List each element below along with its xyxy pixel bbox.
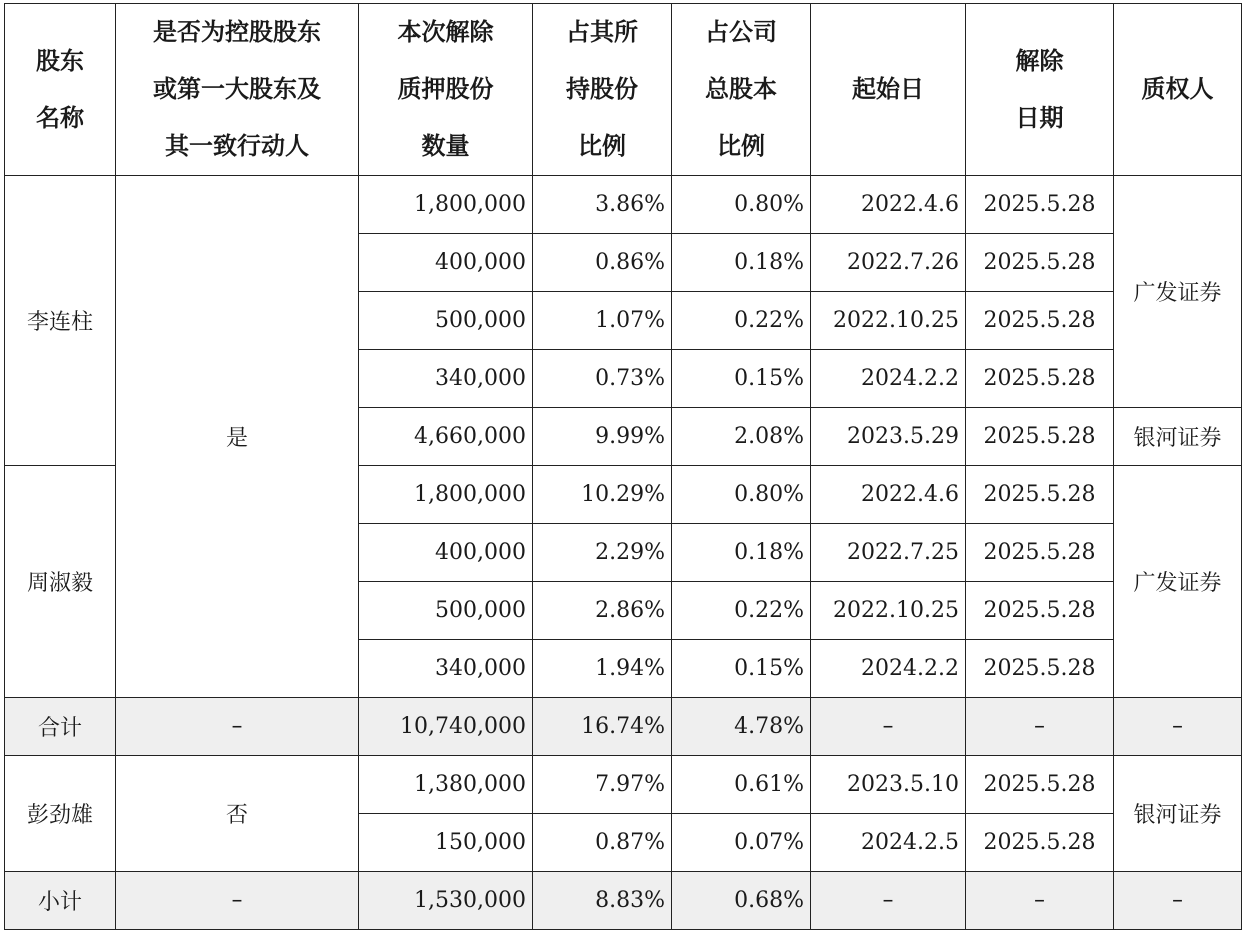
shareholder-name-zhou: 周淑毅 bbox=[5, 466, 116, 698]
total-start-date: – bbox=[811, 698, 966, 756]
total-ratio: 0.22% bbox=[672, 292, 811, 350]
start-date: 2023.5.10 bbox=[811, 756, 966, 814]
start-date: 2022.7.25 bbox=[811, 524, 966, 582]
release-date: 2025.5.28 bbox=[966, 408, 1114, 466]
start-date: 2024.2.5 bbox=[811, 814, 966, 872]
subtotal-start-date: – bbox=[811, 872, 966, 930]
release-quantity: 340,000 bbox=[359, 350, 533, 408]
total-ratio: 2.08% bbox=[672, 408, 811, 466]
header-controlling-flag: 是否为控股股东 或第一大股东及 其一致行动人 bbox=[116, 4, 359, 176]
header-release-quantity: 本次解除 质押股份 数量 bbox=[359, 4, 533, 176]
subtotal-quantity: 1,530,000 bbox=[359, 872, 533, 930]
own-ratio: 0.73% bbox=[533, 350, 672, 408]
header-pledgee: 质权人 bbox=[1114, 4, 1242, 176]
subtotal-pledgee: – bbox=[1114, 872, 1242, 930]
header-shareholder-name: 股东 名称 bbox=[5, 4, 116, 176]
own-ratio: 3.86% bbox=[533, 176, 672, 234]
header-row bbox=[5, 4, 1242, 176]
shareholder-name-li: 李连柱 bbox=[5, 176, 116, 466]
header-total-ratio: 占公司 总股本 比例 bbox=[672, 4, 811, 176]
start-date: 2022.10.25 bbox=[811, 582, 966, 640]
start-date: 2022.7.26 bbox=[811, 234, 966, 292]
subtotal-flag: – bbox=[116, 872, 359, 930]
release-date: 2025.5.28 bbox=[966, 234, 1114, 292]
header-own-ratio: 占其所 持股份 比例 bbox=[533, 4, 672, 176]
release-quantity: 400,000 bbox=[359, 524, 533, 582]
subtotal-own-ratio: 8.83% bbox=[533, 872, 672, 930]
own-ratio: 0.86% bbox=[533, 234, 672, 292]
release-date: 2025.5.28 bbox=[966, 814, 1114, 872]
own-ratio: 10.29% bbox=[533, 466, 672, 524]
header-start-date: 起始日 bbox=[811, 4, 966, 176]
start-date: 2022.10.25 bbox=[811, 292, 966, 350]
own-ratio: 2.86% bbox=[533, 582, 672, 640]
table-row bbox=[5, 176, 1242, 234]
shareholder-name-peng: 彭劲雄 bbox=[5, 756, 116, 872]
release-quantity: 500,000 bbox=[359, 582, 533, 640]
own-ratio: 1.07% bbox=[533, 292, 672, 350]
total-ratio: 0.18% bbox=[672, 524, 811, 582]
release-quantity: 1,380,000 bbox=[359, 756, 533, 814]
own-ratio: 9.99% bbox=[533, 408, 672, 466]
total-ratio: 0.61% bbox=[672, 756, 811, 814]
release-quantity: 150,000 bbox=[359, 814, 533, 872]
release-quantity: 1,800,000 bbox=[359, 176, 533, 234]
release-date: 2025.5.28 bbox=[966, 292, 1114, 350]
controlling-flag-yes: 是 bbox=[116, 176, 359, 698]
own-ratio: 2.29% bbox=[533, 524, 672, 582]
release-date: 2025.5.28 bbox=[966, 640, 1114, 698]
start-date: 2024.2.2 bbox=[811, 640, 966, 698]
subtotal-row bbox=[5, 872, 1242, 930]
release-quantity: 500,000 bbox=[359, 292, 533, 350]
own-ratio: 7.97% bbox=[533, 756, 672, 814]
own-ratio: 0.87% bbox=[533, 814, 672, 872]
start-date: 2024.2.2 bbox=[811, 350, 966, 408]
total-release-date: – bbox=[966, 698, 1114, 756]
total-ratio: 0.22% bbox=[672, 582, 811, 640]
own-ratio: 1.94% bbox=[533, 640, 672, 698]
total-ratio: 0.18% bbox=[672, 234, 811, 292]
table-row bbox=[5, 756, 1242, 814]
start-date: 2022.4.6 bbox=[811, 466, 966, 524]
total-ratio: 0.07% bbox=[672, 814, 811, 872]
pledgee-yinhe-peng: 银河证券 bbox=[1114, 756, 1242, 872]
release-quantity: 400,000 bbox=[359, 234, 533, 292]
controlling-flag-no: 否 bbox=[116, 756, 359, 872]
pledge-release-table bbox=[4, 3, 1242, 930]
start-date: 2022.4.6 bbox=[811, 176, 966, 234]
total-row bbox=[5, 698, 1242, 756]
total-ratio: 0.80% bbox=[672, 466, 811, 524]
pledgee-guangfa-li: 广发证券 bbox=[1114, 176, 1242, 408]
header-release-date: 解除 日期 bbox=[966, 4, 1114, 176]
total-ratio: 0.80% bbox=[672, 176, 811, 234]
pledgee-yinhe-li: 银河证券 bbox=[1114, 408, 1242, 466]
release-date: 2025.5.28 bbox=[966, 466, 1114, 524]
subtotal-release-date: – bbox=[966, 872, 1114, 930]
subtotal-label: 小计 bbox=[5, 872, 116, 930]
release-date: 2025.5.28 bbox=[966, 524, 1114, 582]
total-ratio: 0.15% bbox=[672, 640, 811, 698]
total-flag: – bbox=[116, 698, 359, 756]
total-label: 合计 bbox=[5, 698, 116, 756]
release-date: 2025.5.28 bbox=[966, 350, 1114, 408]
total-quantity: 10,740,000 bbox=[359, 698, 533, 756]
release-quantity: 340,000 bbox=[359, 640, 533, 698]
total-ratio: 0.15% bbox=[672, 350, 811, 408]
pledgee-guangfa-zhou: 广发证券 bbox=[1114, 466, 1242, 698]
release-date: 2025.5.28 bbox=[966, 582, 1114, 640]
total-pledgee: – bbox=[1114, 698, 1242, 756]
release-date: 2025.5.28 bbox=[966, 176, 1114, 234]
total-total-ratio: 4.78% bbox=[672, 698, 811, 756]
subtotal-total-ratio: 0.68% bbox=[672, 872, 811, 930]
release-quantity: 4,660,000 bbox=[359, 408, 533, 466]
total-own-ratio: 16.74% bbox=[533, 698, 672, 756]
start-date: 2023.5.29 bbox=[811, 408, 966, 466]
release-date: 2025.5.28 bbox=[966, 756, 1114, 814]
release-quantity: 1,800,000 bbox=[359, 466, 533, 524]
